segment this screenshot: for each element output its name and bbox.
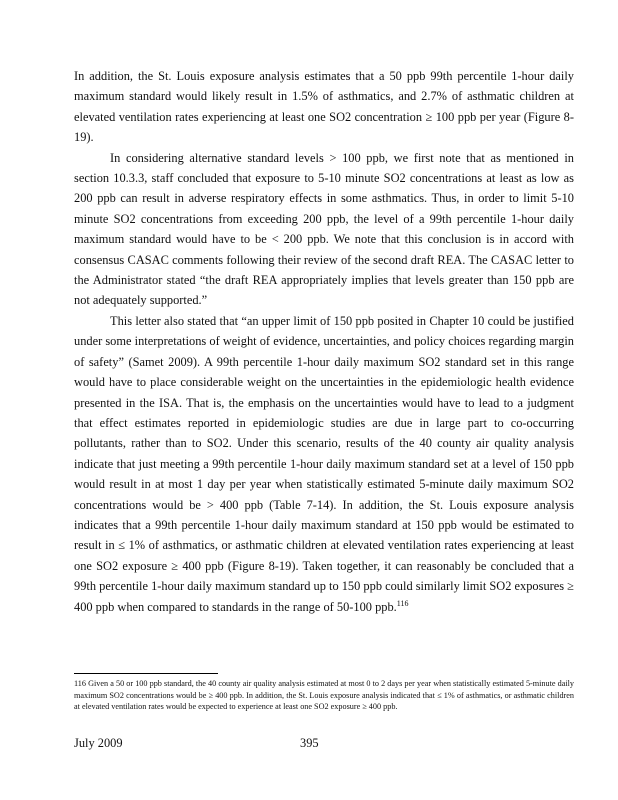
footnote: 116 Given a 50 or 100 ppb standard, the 40 county air quality analysis estimated at most 0 to 2 days per year when statistically estimated 5-minute daily maximum SO2 concentrations would be ≥ 400 ppb. In addition, the St. Louis exposure analysis indicated that ≤ 1% of asthmatics, or asthmatic children at elevated ventilation rates would be expected to experience at least one SO2 exposure ≥ 400 ppb.: [74, 679, 574, 712]
paragraph-1: In addition, the St. Louis exposure analysis estimates that a 50 ppb 99th percentile 1-hour daily maximum standard would likely result in 1.5% of asthmatics, and 2.7% of asthmatic children at elevated ventilation rates experiencing at least one SO2 concentration ≥ 100 ppb per year (Figure 8-19).: [74, 69, 574, 145]
paragraph-3-text: This letter also stated that “an upper limit of 150 ppb posited in Chapter 10 could be justified under some interpretations of weight of evidence, uncertainties, and policy choices regarding margin of safety” (Samet 2009). A 99th percentile 1-hour daily maximum SO2 standard set in this range would have to place considerable weight on the uncertainties in the epidemiologic health evidence presented in the ISA. That is, the emphasis on the uncertainties would have to lead to a judgment that effect estimates reported in epidemiologic studies are due in large part to co-occurring pollutants, rather than to SO2. Under this scenario, results of the 40 county air quality analysis indicate that just meeting a 99th percentile 1-hour daily maximum standard set at a level of 150 ppb would result in at most 1 day per year when statistically estimated 5-minute daily maximum SO2 concentrations would be > 400 ppb (Table 7-14). In addition, the St. Louis exposure analysis indicates that a 99th percentile 1-hour daily maximum standard at 150 ppb would be estimated to result in ≤ 1% of asthmatics, or asthmatic children at elevated ventilation rates experiencing at least one SO2 exposure ≥ 400 ppb (Figure 8-19). Taken together, it can reasonably be concluded that a 99th percentile 1-hour daily maximum standard up to 150 ppb could similarly limit SO2 exposures ≥ 400 ppb when compared to standards in the range of 50-100 ppb.: [74, 313, 574, 614]
footnote-reference: 116: [396, 598, 409, 608]
paragraph-3: [74, 311, 574, 617]
footer-date: July 2009: [74, 736, 123, 750]
paragraph-2: In considering alternative standard levels > 100 ppb, we first note that as mentioned in section 10.3.3, staff concluded that exposure to 5-10 minute SO2 concentrations at least as low as 200 ppb can result in adverse respiratory effects in some asthmatics. Thus, in order to limit 5-10 minute SO2 concentrations from exceeding 200 ppb, the level of a 99th percentile 1-hour daily maximum standard would have to be < 200 ppb. We note that this conclusion is in accord with consensus CASAC comments following their review of the second draft REA. The CASAC letter to the Administrator stated “the draft REA appropriately implies that levels greater than 150 ppb are not adequately supported.”: [74, 150, 574, 308]
footnote-divider: [74, 673, 218, 674]
page-number: 395: [300, 736, 319, 750]
document-body: [74, 66, 574, 617]
